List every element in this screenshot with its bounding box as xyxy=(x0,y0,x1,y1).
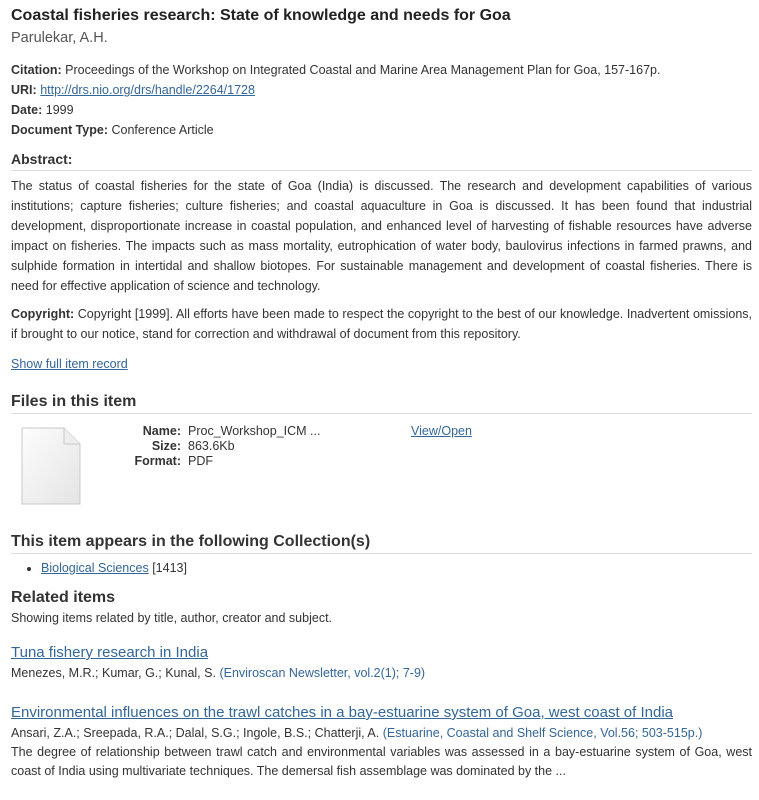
uri-link[interactable]: http://drs.nio.org/drs/handle/2264/1728 xyxy=(40,83,255,97)
file-format-label: Format: xyxy=(134,454,181,468)
related-item xyxy=(11,703,752,781)
collections-heading: This item appears in the following Collection(s) xyxy=(11,532,752,554)
related-item-meta xyxy=(11,663,752,683)
file-format-value: PDF xyxy=(188,454,213,468)
uri-label: URI: xyxy=(11,83,37,97)
copyright-row xyxy=(11,304,752,344)
related-item-authors: Menezes, M.R.; Kumar, G.; Kunal, S. xyxy=(11,666,216,680)
abstract-heading: Abstract: xyxy=(11,150,752,171)
related-item-source: (Estuarine, Coastal and Shelf Science, Vol.56; 503-515p.) xyxy=(382,726,703,740)
file-name-value: Proc_Workshop_ICM ... xyxy=(188,424,321,438)
related-item xyxy=(11,643,752,683)
page-title: Coastal fisheries research: State of knowledge and needs for Goa xyxy=(11,7,511,24)
doctype-label: Document Type: xyxy=(11,123,108,137)
related-item-meta xyxy=(11,723,752,743)
related-heading: Related items xyxy=(11,589,116,606)
related-item-source: (Enviroscan Newsletter, vol.2(1); 7-9) xyxy=(219,666,426,680)
doctype-row xyxy=(11,120,752,140)
collection-count: [1413] xyxy=(152,561,187,575)
citation-label: Citation: xyxy=(11,63,62,77)
related-item-authors: Ansari, Z.A.; Sreepada, R.A.; Dalal, S.G.; Ingole, B.S.; Chatterji, A. xyxy=(11,726,380,740)
collections-list xyxy=(11,559,752,577)
copyright-label: Copyright: xyxy=(11,307,75,321)
show-full-record-link[interactable]: Show full item record xyxy=(11,357,128,371)
full-record-row xyxy=(11,354,752,374)
file-entry xyxy=(11,420,752,532)
related-subheading: Showing items related by title, author, creator and subject. xyxy=(11,611,333,625)
document-icon[interactable] xyxy=(20,426,82,506)
date-value: 1999 xyxy=(45,103,74,117)
file-name-label: Name: xyxy=(142,424,181,438)
item-author: Parulekar, A.H. xyxy=(11,30,108,46)
file-size-label: Size: xyxy=(151,439,181,453)
view-open-link[interactable]: View/Open xyxy=(411,424,472,438)
collection-link[interactable]: Biological Sciences xyxy=(41,561,149,575)
citation-row xyxy=(11,60,752,80)
doctype-value: Conference Article xyxy=(111,123,214,137)
date-row xyxy=(11,100,752,120)
file-metadata xyxy=(101,424,320,469)
uri-row xyxy=(11,80,752,100)
citation-value: Proceedings of the Workshop on Integrated Coastal and Marine Area Management Plan for Goa, 157-167p. xyxy=(65,63,661,77)
date-label: Date: xyxy=(11,103,43,117)
related-item-title-link[interactable]: Tuna fishery research in India xyxy=(11,644,209,661)
related-item-abstract: The degree of relationship between trawl catch and environmental variables was assessed in a bay-estuarine system of Goa, west coast of India using multivariate techniques. The demersal fish assemblage was dominated by the ... xyxy=(11,745,752,778)
related-item-title-link[interactable]: Environmental influences on the trawl catches in a bay-estuarine system of Goa, west coast of India xyxy=(11,704,674,721)
file-open-cell xyxy=(411,424,472,439)
collection-item xyxy=(41,559,752,577)
copyright-text: Copyright [1999]. All efforts have been made to respect the copyright to the best of our knowledge. Inadvertent omissions, if brought to our notice, stand for correction and withdrawal of document from this repository. xyxy=(11,307,752,341)
files-heading: Files in this item xyxy=(11,392,752,414)
abstract-text: The status of coastal fisheries for the state of Goa (India) is discussed. The research and development capabilities of various institutions; capture fisheries; culture fisheries; and coastal aquaculture in Goa is discussed. It has been found that industrial development, disproportionate increase in coastal population, and enhanced level of harvesting of fishable resources have adverse impact on fisheries. The impacts such as mass mortality, eutrophication of water body, baulovirus infections in farmed prawns, and sulphide formation in intertidal and shallow biotopes. For sustainable management and development of coastal fisheries. There is need for effective application of science and technology. xyxy=(11,179,752,293)
file-size-value: 863.6Kb xyxy=(188,439,235,453)
